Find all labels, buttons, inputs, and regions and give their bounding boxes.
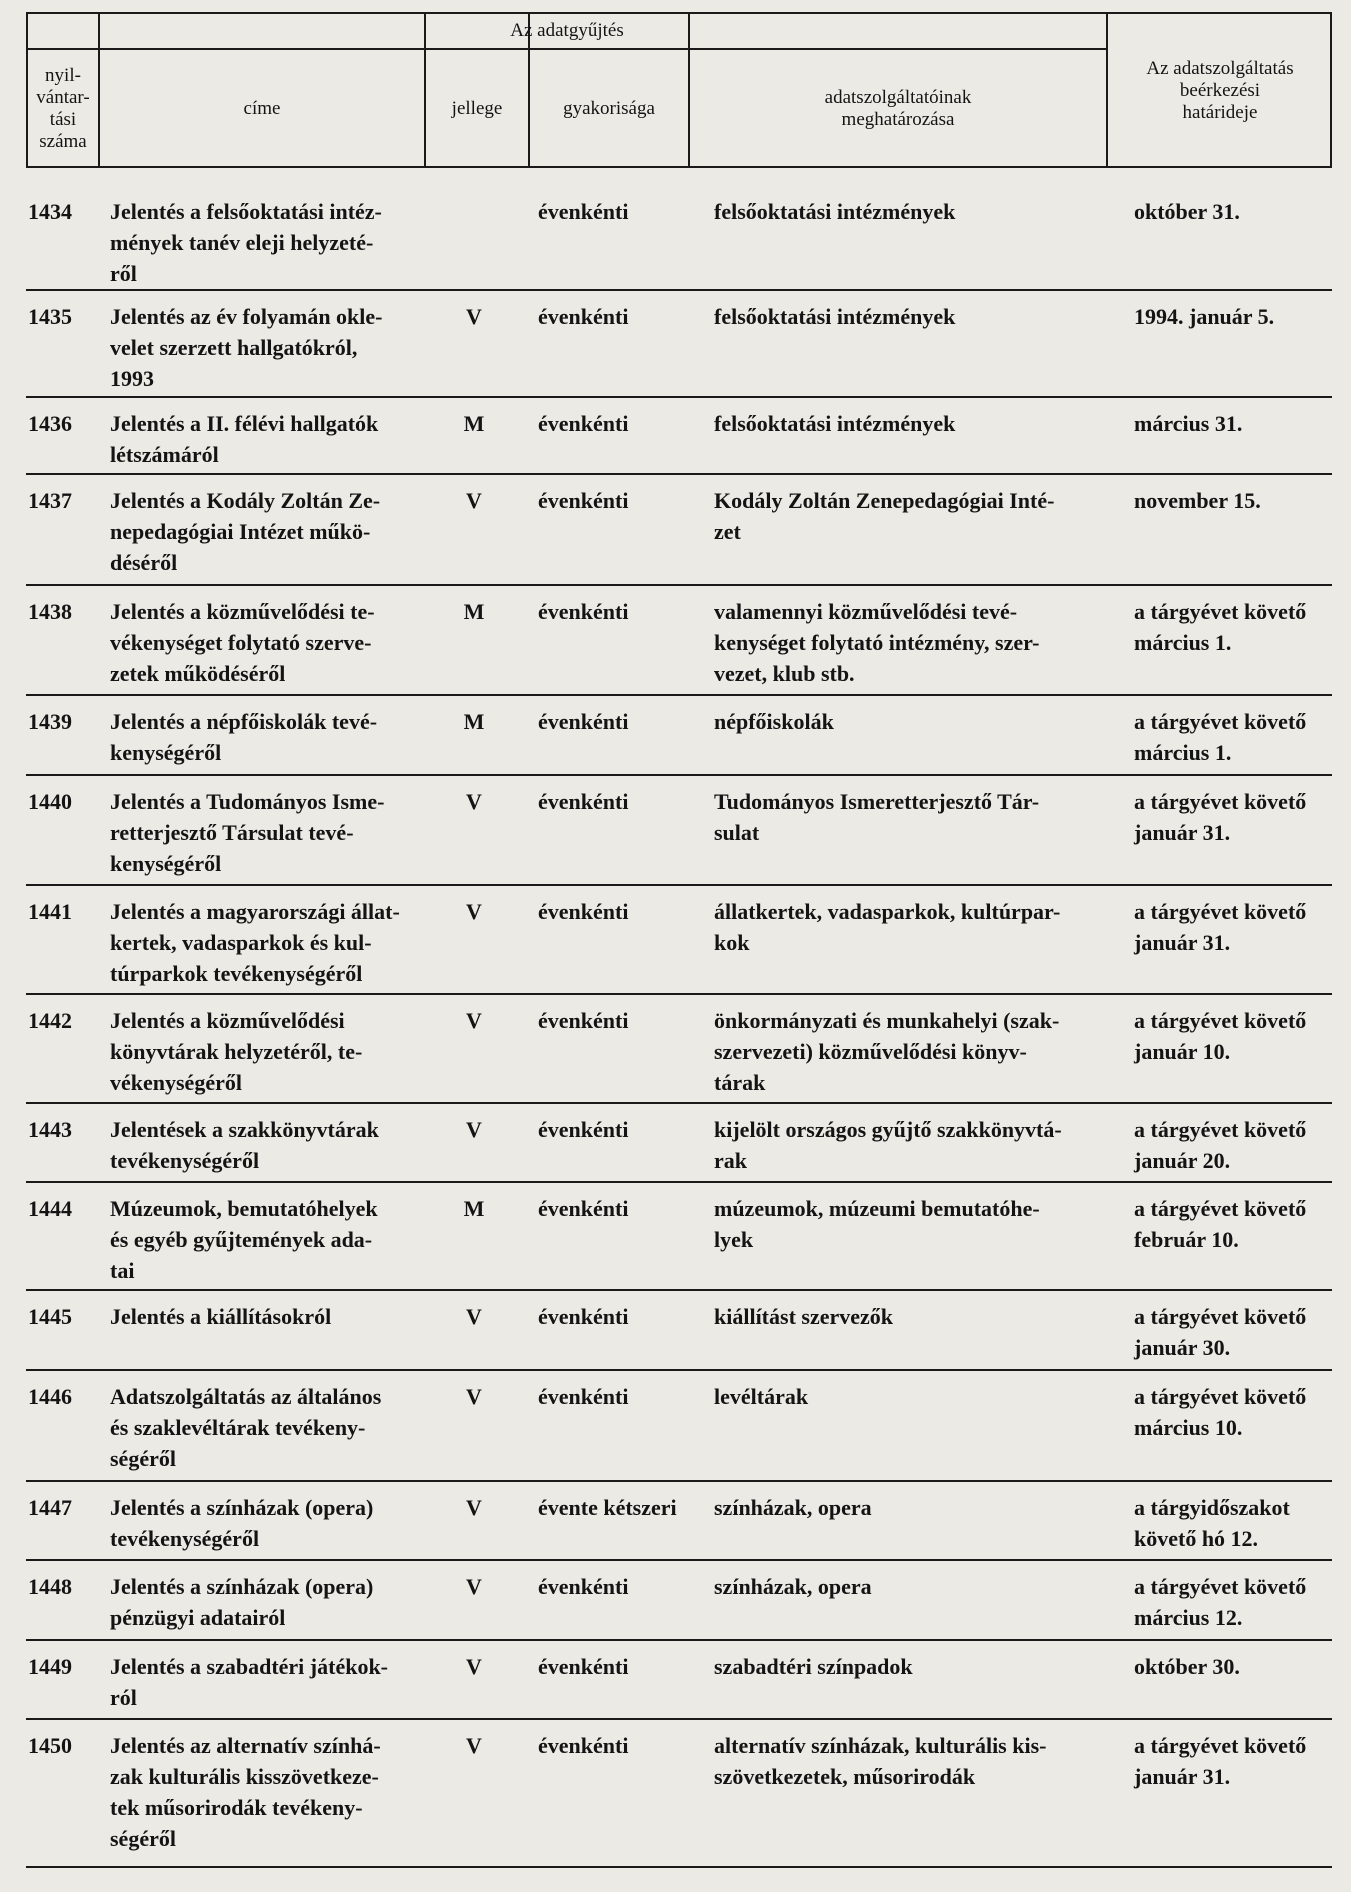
- row-frequency: évenkénti: [538, 304, 629, 329]
- row-providers: múzeumok, múzeumi bemutatóhe- lyek: [714, 1196, 1040, 1252]
- row-deadline: a tárgyévet követő január 30.: [1134, 1304, 1307, 1360]
- row-number: 1434: [28, 199, 72, 224]
- row-title: Jelentés a II. félévi hallgatók létszámáról: [110, 411, 379, 467]
- row-frequency: évente kétszeri: [538, 1495, 677, 1520]
- row-type: V: [466, 1733, 482, 1758]
- row-title: Jelentés a népfőiskolák tevé- kenységéről: [110, 709, 378, 765]
- table-row: [26, 1291, 1332, 1371]
- bottom-rule: [26, 1866, 1332, 1868]
- row-providers: valamennyi közművelődési tevé- kenységet folytató intézmény, szer- vezet, klub stb.: [714, 599, 1040, 686]
- row-type: V: [466, 1304, 482, 1329]
- row-providers: Tudományos Ismeretterjesztő Tár- sulat: [714, 789, 1040, 845]
- row-type: M: [463, 709, 485, 734]
- row-frequency: évenkénti: [538, 899, 629, 924]
- row-title: Jelentés a szabadtéri játékok- ról: [110, 1654, 389, 1710]
- row-title: Jelentés a felsőoktatási intéz- mények tanév eleji helyzeté- ről: [110, 199, 382, 286]
- row-frequency: évenkénti: [538, 199, 629, 224]
- row-providers: színházak, opera: [714, 1574, 872, 1599]
- row-frequency: évenkénti: [538, 1654, 629, 1679]
- header-group-title: Az adatgyűjtés: [510, 20, 624, 41]
- row-number: 1435: [28, 304, 72, 329]
- row-number: 1438: [28, 599, 72, 624]
- row-frequency: évenkénti: [538, 709, 629, 734]
- row-deadline: a tárgyévet követő január 31.: [1134, 1733, 1307, 1789]
- row-providers: kijelölt országos gyűjtő szakkönyvtá- rak: [714, 1117, 1062, 1173]
- row-title: Jelentés a közművelődési te- vékenységet folytató szerve- zetek működéséről: [110, 599, 375, 686]
- row-type: V: [466, 899, 482, 924]
- table-row: [26, 186, 1332, 291]
- row-frequency: évenkénti: [538, 599, 629, 624]
- table-row: [26, 886, 1332, 995]
- header-col-providers: adatszolgáltatóinak meghatározása: [824, 87, 972, 130]
- row-deadline: november 15.: [1134, 488, 1261, 513]
- row-frequency: évenkénti: [538, 1196, 629, 1221]
- row-title: Jelentés az alternatív színhá- zak kulturális kisszövetkeze- tek műsorirodák tevékeny- ségéről: [110, 1733, 381, 1851]
- header-col-number: nyil- vántar- tási száma: [36, 65, 90, 152]
- table-row: [26, 1720, 1332, 1865]
- table-row: [26, 1641, 1332, 1720]
- row-providers: állatkertek, vadasparkok, kultúrpar- kok: [714, 899, 1061, 955]
- row-type: V: [466, 304, 482, 329]
- row-number: 1448: [28, 1574, 72, 1599]
- row-deadline: a tárgyévet követő január 31.: [1134, 789, 1307, 845]
- row-title: Jelentés az év folyamán okle- velet szerzett hallgatókról, 1993: [110, 304, 383, 391]
- header-col-frequency: gyakorisága: [563, 98, 655, 119]
- row-type: M: [463, 1196, 485, 1221]
- row-number: 1436: [28, 411, 72, 436]
- table-row: [26, 1104, 1332, 1183]
- row-number: 1445: [28, 1304, 72, 1329]
- row-providers: felsőoktatási intézmények: [714, 304, 956, 329]
- row-number: 1440: [28, 789, 72, 814]
- row-title: Jelentés a magyarországi állat- kertek, vadasparkok és kul- túrparkok tevékenységéről: [110, 899, 400, 986]
- row-frequency: évenkénti: [538, 1574, 629, 1599]
- table-row: [26, 1183, 1332, 1291]
- row-number: 1442: [28, 1008, 72, 1033]
- row-type: V: [466, 488, 482, 513]
- header-col-deadline: Az adatszolgáltatás beérkezési határideje: [1146, 58, 1294, 123]
- table-row: [26, 398, 1332, 475]
- row-type: V: [466, 789, 482, 814]
- row-deadline: a tárgyévet követő március 1.: [1134, 709, 1307, 765]
- table-row: [26, 1482, 1332, 1561]
- row-type: V: [466, 1495, 482, 1520]
- row-providers: alternatív színházak, kulturális kis- szövetkezetek, műsorirodák: [714, 1733, 1047, 1789]
- row-number: 1444: [28, 1196, 72, 1221]
- header-col-type: jellege: [451, 98, 503, 119]
- row-deadline: a tárgyévet követő március 12.: [1134, 1574, 1307, 1630]
- row-frequency: évenkénti: [538, 1008, 629, 1033]
- row-providers: önkormányzati és munkahelyi (szak- szervezeti) közművelődési könyv- tárak: [714, 1008, 1060, 1095]
- row-deadline: október 31.: [1134, 199, 1240, 224]
- row-frequency: évenkénti: [538, 1304, 629, 1329]
- row-title: Jelentés a Tudományos Isme- retterjesztő Társulat tevé- kenységéről: [110, 789, 385, 876]
- table-row: [26, 1561, 1332, 1641]
- row-providers: felsőoktatási intézmények: [714, 199, 956, 224]
- row-providers: Kodály Zoltán Zenepedagógiai Inté- zet: [714, 488, 1055, 544]
- row-providers: népfőiskolák: [714, 709, 834, 734]
- row-number: 1449: [28, 1654, 72, 1679]
- row-number: 1443: [28, 1117, 72, 1142]
- row-title: Jelentés a közművelődési könyvtárak helyzetéről, te- vékenységéről: [110, 1008, 363, 1095]
- row-type: V: [466, 1008, 482, 1033]
- table-row: [26, 995, 1332, 1104]
- table-row: [26, 291, 1332, 398]
- row-title: Jelentés a színházak (opera) pénzügyi adatairól: [110, 1574, 374, 1630]
- row-deadline: a tárgyidőszakot követő hó 12.: [1134, 1495, 1290, 1551]
- row-type: V: [466, 1654, 482, 1679]
- row-deadline: a tárgyévet követő január 20.: [1134, 1117, 1307, 1173]
- row-number: 1439: [28, 709, 72, 734]
- row-type: M: [463, 599, 485, 624]
- row-deadline: a tárgyévet követő január 31.: [1134, 899, 1307, 955]
- row-frequency: évenkénti: [538, 1117, 629, 1142]
- row-providers: szabadtéri színpadok: [714, 1654, 913, 1679]
- row-number: 1446: [28, 1384, 72, 1409]
- row-title: Jelentések a szakkönyvtárak tevékenységéről: [110, 1117, 379, 1173]
- row-deadline: a tárgyévet követő március 1.: [1134, 599, 1307, 655]
- row-deadline: a tárgyévet követő február 10.: [1134, 1196, 1307, 1252]
- row-providers: kiállítást szervezők: [714, 1304, 894, 1329]
- row-frequency: évenkénti: [538, 411, 629, 436]
- row-number: 1450: [28, 1733, 72, 1758]
- table-row: [26, 475, 1332, 586]
- table-header: [26, 12, 1332, 168]
- row-title: Múzeumok, bemutatóhelyek és egyéb gyűjtemények ada- tai: [110, 1196, 378, 1283]
- row-deadline: a tárgyévet követő január 10.: [1134, 1008, 1307, 1064]
- row-type: V: [466, 1117, 482, 1142]
- row-frequency: évenkénti: [538, 488, 629, 513]
- row-deadline: október 30.: [1134, 1654, 1240, 1679]
- table-body: [26, 186, 1332, 1865]
- row-number: 1441: [28, 899, 72, 924]
- row-frequency: évenkénti: [538, 1733, 629, 1758]
- table-row: [26, 1371, 1332, 1482]
- table-row: [26, 586, 1332, 696]
- row-providers: színházak, opera: [714, 1495, 872, 1520]
- row-title: Adatszolgáltatás az általános és szaklevéltárak tevékeny- ségéről: [110, 1384, 382, 1471]
- row-type: V: [466, 1384, 482, 1409]
- table-row: [26, 776, 1332, 886]
- row-frequency: évenkénti: [538, 789, 629, 814]
- document-page: [26, 12, 1332, 1865]
- row-providers: levéltárak: [714, 1384, 809, 1409]
- row-deadline: március 31.: [1134, 411, 1243, 436]
- row-frequency: évenkénti: [538, 1384, 629, 1409]
- row-deadline: a tárgyévet követő március 10.: [1134, 1384, 1307, 1440]
- table-row: [26, 696, 1332, 776]
- row-type: V: [466, 1574, 482, 1599]
- row-providers: felsőoktatási intézmények: [714, 411, 956, 436]
- row-deadline: 1994. január 5.: [1134, 304, 1275, 329]
- row-title: Jelentés a Kodály Zoltán Ze- nepedagógiai Intézet műkö- déséről: [110, 488, 381, 575]
- row-title: Jelentés a kiállításokról: [110, 1304, 332, 1329]
- row-type: M: [463, 411, 485, 436]
- row-title: Jelentés a színházak (opera) tevékenységéről: [110, 1495, 374, 1551]
- header-col-title: címe: [243, 98, 281, 119]
- row-number: 1447: [28, 1495, 72, 1520]
- row-number: 1437: [28, 488, 72, 513]
